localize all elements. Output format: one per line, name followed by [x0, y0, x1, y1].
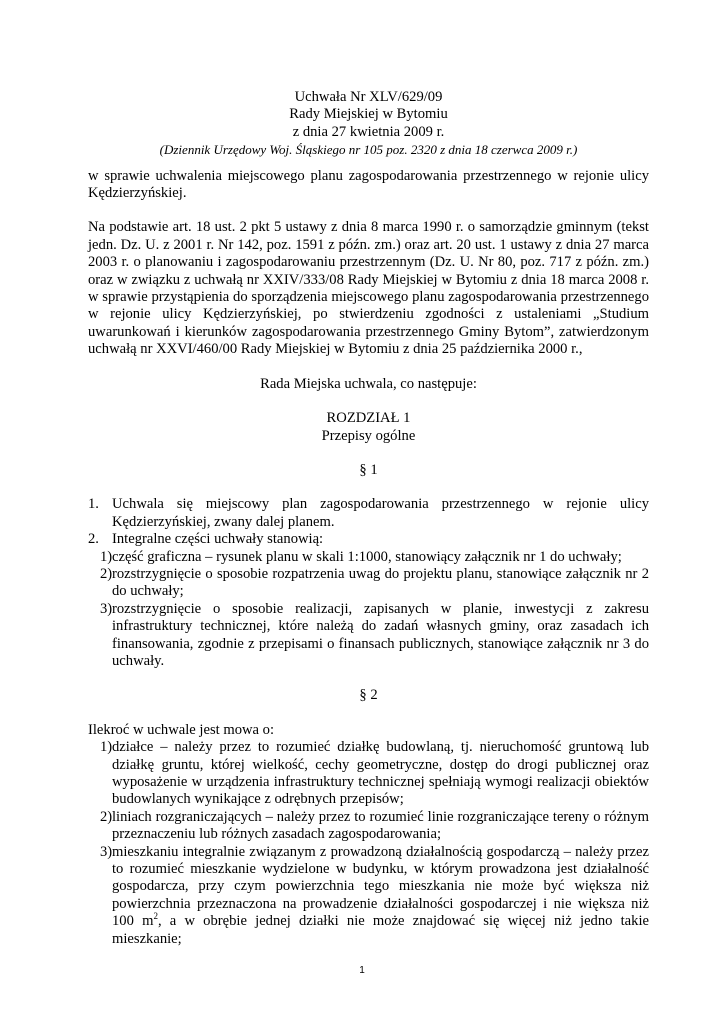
definition-number: 3) [100, 843, 113, 860]
resolution-number: Uchwała Nr XLV/629/09 [294, 89, 443, 105]
definitions-list [88, 739, 649, 948]
resolution-subject: w sprawie uchwalenia miejscowego planu zagospodarowania przestrzennego w rejonie ulicy Kędzierzyńskiej. [88, 167, 649, 202]
list-item-number: 1. [88, 496, 99, 513]
paragraph-2-intro: Ilekroć w uchwale jest mowa o: [88, 721, 275, 738]
chapter-subtitle: Przepisy ogólne [321, 427, 416, 444]
sublist-item [88, 601, 649, 671]
sublist-item-number: 3) [100, 600, 113, 617]
sublist-item-number: 1) [100, 548, 113, 565]
document-page [88, 89, 649, 948]
definition-number: 2) [100, 808, 113, 825]
paragraph-1-sublist [88, 549, 649, 671]
page-number: 1 [359, 965, 365, 976]
definition-text [112, 844, 649, 947]
chapter-heading [88, 410, 649, 445]
superscript-exponent: 2 [153, 911, 158, 922]
definition-text-part-b: , a w obrębie jednej działki nie może znajdować się więcej niż jedno takie mieszkanie; [112, 913, 649, 947]
legal-basis-preamble: Na podstawie art. 18 ust. 2 pkt 5 ustawy z dnia 8 marca 1990 r. o samorządzie gminnym (tekst jedn. Dz. U. z 2001 r. Nr 142, poz. 1591 z późn. zm.) oraz art. 20 ust. 1 ustawy z dnia 27 marca 2003 r. o planowaniu i zagospodarowaniu przestrzennym (Dz. U. Nr 80, poz. 717 z późn. zm.) oraz w związku z uchwałą nr XXIV/333/08 Rady Miejskiej w Bytomiu z dnia 18 marca 2008 r. w sprawie przystąpienia do sporządzenia miejscowego planu zagospodarowania przestrzennego w rejonie ulicy Kędzierzyńskiej, po stwierdzeniu zgodności z ustaleniami „Studium uwarunkowań i kierunków zagospodarowania przestrzennego Gminy Bytom”, zatwierdzonym uchwałą nr XXVI/460/00 Rady Miejskiej w Bytomiu z dnia 25 października 2000 r., [88, 219, 649, 358]
definition-text: liniach rozgraniczających – należy przez to rozumieć linie rozgraniczające tereny o różnym przeznaczeniu lub różnych zasadach zagospodarowania; [112, 808, 649, 843]
definition-number: 1) [100, 739, 113, 756]
resolution-date: z dnia 27 kwietnia 2009 r. [292, 123, 445, 140]
definition-item [88, 739, 649, 809]
document-header [88, 89, 649, 159]
list-item-text: Integralne części uchwały stanowią: [112, 531, 324, 548]
paragraph-1-list [88, 496, 649, 548]
sublist-item [88, 549, 649, 566]
council-name: Rady Miejskiej w Bytomiu [289, 106, 448, 123]
sublist-item-text: rozstrzygnięcie o sposobie realizacji, zapisanych w planie, inwestycji z zakresu infrastruktury technicznej, które należą do zadań własnych gminy, oraz zasadach ich finansowania, zgodnie z przepisami o finansach publicznych, stanowiące załącznik nr 3 do uchwały. [112, 600, 649, 669]
paragraph-2-sign: § 2 [359, 687, 378, 704]
definition-text: działce – należy przez to rozumieć działkę budowlaną, tj. nieruchomość gruntową lub działkę gruntu, której wielkość, cechy geometryczne, dostęp do drogi publicznej oraz wyposażenie w urządzenia infrastruktury technicznej spełniają wymogi realizacji obiektów budowlanych wynikające z odrębnych przepisów; [112, 739, 649, 808]
list-item-text: Uchwala się miejscowy plan zagospodarowania przestrzennego w rejonie ulicy Kędzierzyńskiej, zwany dalej planem. [112, 496, 649, 530]
list-item-number: 2. [88, 531, 99, 548]
sublist-item [88, 566, 649, 601]
sublist-item-number: 2) [100, 565, 113, 582]
sublist-item-text: rozstrzygnięcie o sposobie rozpatrzenia uwag do projektu planu, stanowiące załącznik nr 2 do uchwały; [112, 565, 649, 600]
chapter-title: ROZDZIAŁ 1 [326, 410, 411, 427]
journal-reference: (Dziennik Urzędowy Woj. Śląskiego nr 105 poz. 2320 z dnia 18 czerwca 2009 r.) [159, 142, 578, 158]
paragraph-1-sign: § 1 [359, 461, 378, 478]
sublist-item-text: część graficzna – rysunek planu w skali 1:1000, stanowiący załącznik nr 1 do uchwały; [112, 548, 622, 565]
list-item [88, 496, 649, 531]
resolves-statement: Rada Miejska uchwala, co następuje: [260, 375, 477, 392]
list-item [88, 531, 649, 548]
definition-text-part-a: mieszkaniu integralnie związanym z prowadzoną działalnością gospodarczą – należy przez to rozumieć mieszkanie wydzielone w budynku, w którym prowadzona jest działalność gospodarcza, przy czym powierzchnia tego mieszkania nie może być większa niż powierzchnia przeznaczona na prowadzenie działalności gospodarczej i nie większa niż 100 m [112, 843, 649, 930]
definition-item [88, 809, 649, 844]
definition-item [88, 844, 649, 948]
